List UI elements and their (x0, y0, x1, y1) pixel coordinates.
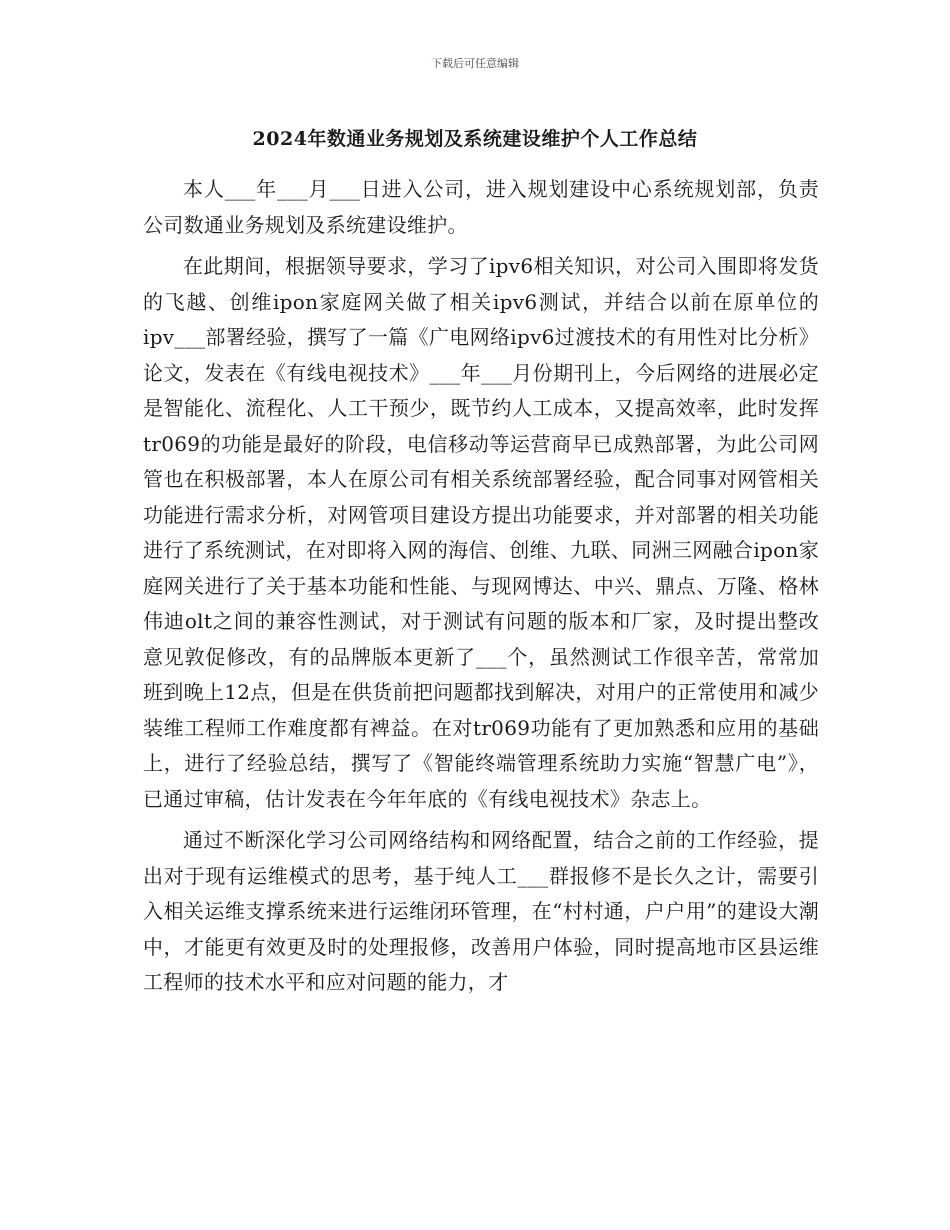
document-title: 2024年数通业务规划及系统建设维护个人工作总结 (252, 128, 698, 150)
header-note: 下载后可任意编辑 (431, 57, 519, 70)
paragraph-3: 通过不断深化学习公司网络结构和网络配置，结合之前的工作经验，提出对于现有运维模式的思考，基于纯人工___群报修不是长久之计，需要引入相关运维支撑系统来进行运维闭环管理，在“村村通，户户用”的建设大潮中，才能更有效更及时的处理报修，改善用户体验，同时提高地市区县运维工程师的技术水平和应对问题的能力，才 (143, 828, 819, 994)
paragraph-2: 在此期间，根据领导要求，学习了ipv6相关知识，对公司入围即将发货的飞越、创维ipon家庭网关做了相关ipv6测试，并结合以前在原单位的ipv___部署经验，撰写了一篇《广电网络ipv6过渡技术的有用性对比分析》论文，发表在《有线电视技术》___年___月份期刊上，今后网络的进展必定是智能化、流程化、人工干预少，既节约人工成本，又提高效率，此时发挥tr069的功能是最好的阶段，电信移动等运营商早已成熟部署，为此公司网管也在积极部署，本人在原公司有相关系统部署经验，配合同事对网管相关功能进行需求分析，对网管项目建设方提出功能要求，并对部署的相关功能进行了系统测试，在对即将入网的海信、创维、九联、同洲三网融合ipon家庭网关进行了关于基本功能和性能、与现网博达、中兴、鼎点、万隆、格林伟迪olt之间的兼容性测试，对于测试有问题的版本和厂家，及时提出整改意见敦促修改，有的品牌版本更新了___个，虽然测试工作很辛苦，常常加班到晚上12点，但是在供货前把问题都找到解决，对用户的正常使用和减少装维工程师工作难度都有裨益。在对tr069功能有了更加熟悉和应用的基础上，进行了经验总结，撰写了《智能终端管理系统助力实施“智慧广电”》，已通过审稿，估计发表在今年年底的《有线电视技术》杂志上。 (143, 254, 819, 811)
paragraph-1: 本人___年___月___日进入公司，进入规划建设中心系统规划部，负责公司数通业务规划及系统建设维护。 (143, 177, 819, 237)
document-body (143, 172, 819, 1007)
